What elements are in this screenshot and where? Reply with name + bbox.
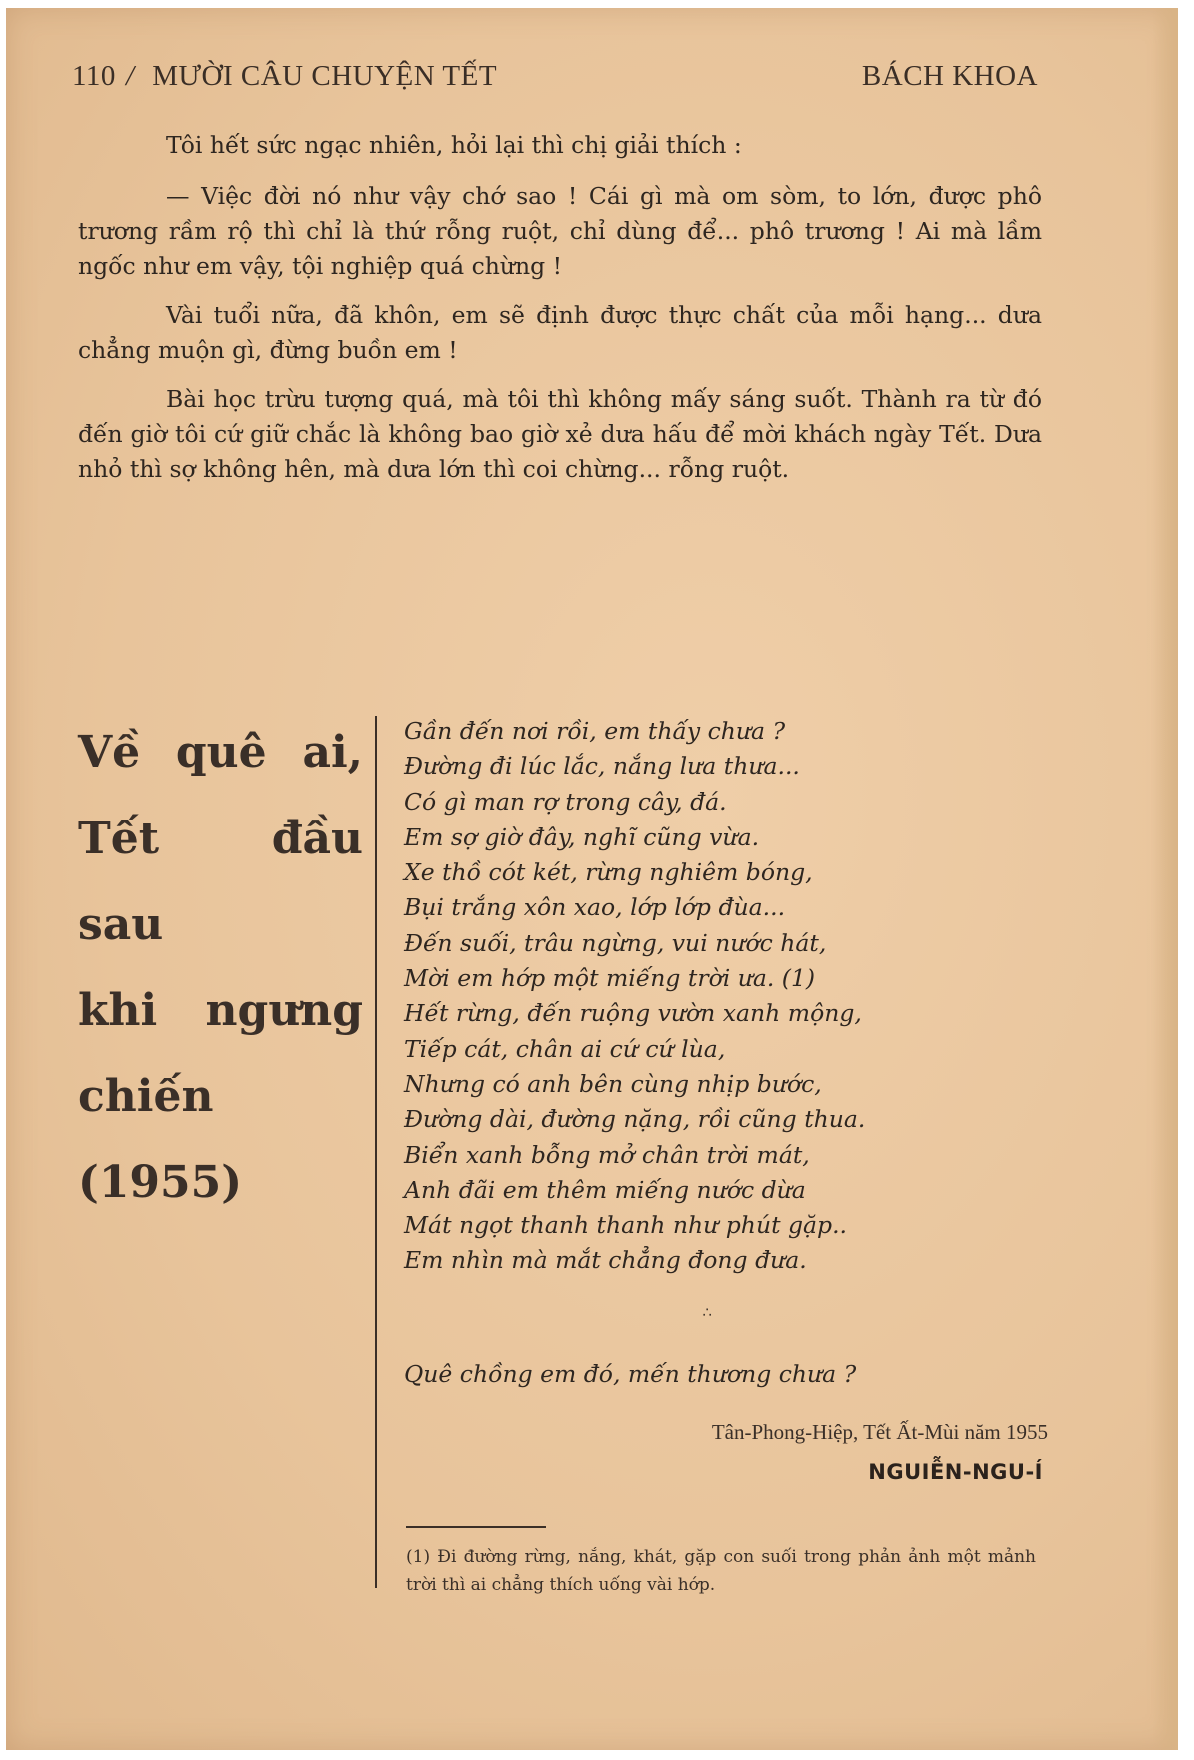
page-number: 110 [72,60,116,92]
poem-title-line: Tết đầu sau [78,813,363,950]
poem-verse: Em sợ giờ đây, nghĩ cũng vừa. [404,822,760,851]
poem-closing-line: Quê chồng em đó, mến thương chưa ? [404,1360,857,1388]
poem-title-line: chiến (1955) [78,1071,243,1208]
poem-verse: Gần đến nơi rồi, em thấy chưa ? [404,717,786,745]
poem-verse: Có gì man rợ trong cây, đá. [404,787,727,816]
poem-verse: Đường dài, đường nặng, rồi cũng thua. [404,1105,866,1134]
page-edge-shadow [1152,8,1178,1750]
prose-paragraph: Vài tuổi nữa, đã khôn, em sẽ định được thực chất của mỗi hạng... dưa chẳng muộn gì, đừng buồn em ! [78,301,1042,364]
poem-verse: Mời em hớp một miếng trời ưa. (1) [404,964,816,993]
poem-verse: Đến suối, trâu ngừng, vui nước hát, [404,928,827,957]
poem-title-line: khi ngưng [78,985,363,1036]
poem-verse: Bụi trắng xôn xao, lớp lớp đùa... [404,893,786,922]
header-separator: / [125,60,135,92]
poem-verse: Em nhìn mà mắt chẳng đong đưa. [404,1246,807,1275]
poem-title-line: Về quê ai, [78,727,363,778]
magazine-page [6,8,1178,1750]
author-name: NGUIỄN-NGU-Í [868,1460,1043,1484]
publication-name: BÁCH KHOA [861,60,1038,92]
prose-paragraph: Tôi hết sức ngạc nhiên, hỏi lại thì chị giải thích : [166,131,742,159]
prose-body [78,128,1042,501]
prose-paragraph: — Việc đời nó như vậy chớ sao ! Cái gì mà om sòm, to lớn, được phô trương rầm rộ thì chỉ là thứ rỗng ruột, chỉ dùng để... phô trương ! Ai mà lầm ngốc như em vậy, tội nghiệp quá chừng ! [78,182,1042,280]
footnote-rule [406,1526,546,1528]
poem-verse: Biển xanh bỗng mở chân trời mát, [404,1140,810,1169]
poem-verse: Đường đi lúc lắc, nắng lưa thưa... [404,752,800,781]
prose-paragraph: Bài học trừu tượng quá, mà tôi thì không mấy sáng suốt. Thành ra từ đó đến giờ tôi cứ giữ chắc là không bao giờ xẻ dưa hấu để mời khách ngày Tết. Dưa nhỏ thì sợ không hên, mà dưa lớn thì coi chừng... rỗng ruột. [78,385,1042,483]
asterism-ornament: ∴ [702,1305,712,1321]
column-divider [375,716,377,1588]
place-date: Tân-Phong-Hiệp, Tết Ất-Mùi năm 1955 [711,1420,1048,1444]
section-title: MƯỜI CÂU CHUYỆN TẾT [152,60,498,92]
footnote: (1) Đi đường rừng, nắng, khát, gặp con suối trong phản ảnh một mảnh trời thì ai chẳng thích uống vài hớp. [406,1547,1036,1595]
header-left [72,60,507,93]
poem-title [78,710,363,1226]
poem-verse: Hết rừng, đến ruộng vườn xanh mộng, [404,999,862,1028]
poem-verse: Tiếp cát, chân ai cứ cứ lùa, [404,1034,726,1063]
poem-verse: Anh đãi em thêm miếng nước dừa [404,1175,806,1204]
poem-verse: Xe thồ cót két, rừng nghiêm bóng, [404,858,813,887]
running-header [72,60,1038,93]
poem-verse: Nhưng có anh bên cùng nhịp bước, [404,1069,822,1098]
poem-verses [404,714,1004,1279]
poem-verse: Mát ngọt thanh thanh như phút gặp.. [404,1211,848,1240]
